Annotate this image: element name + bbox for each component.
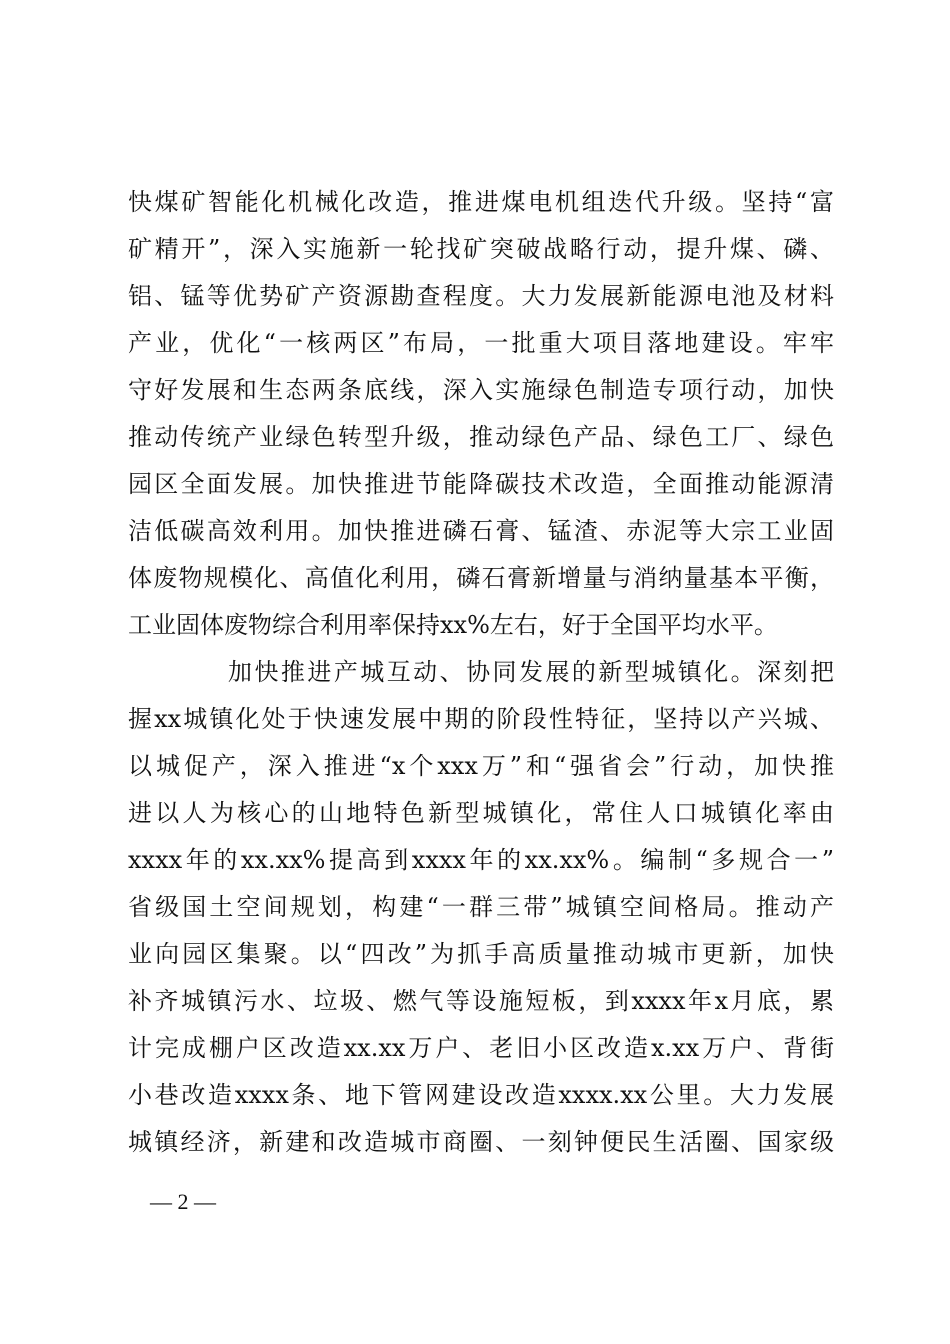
text-line: 城镇经济，新建和改造城市商圈、一刻钟便民生活圈、国家级 (128, 1128, 834, 1156)
text-line: 业向园区集聚。以“四改”为抓手高质量推动城市更新，加快 (128, 940, 834, 968)
text-line: 进以人为核心的山地特色新型城镇化，常住人口城镇化率由 (128, 799, 834, 827)
text-line: 握xx城镇化处于快速发展中期的阶段性特征，坚持以产兴城、 (128, 705, 834, 733)
text-line: 洁低碳高效利用。加快推进磷石膏、锰渣、赤泥等大宗工业固 (128, 517, 834, 545)
text-line: 矿精开”，深入实施新一轮找矿突破战略行动，提升煤、磷、 (128, 235, 834, 263)
text-line: 守好发展和生态两条底线，深入实施绿色制造专项行动，加快 (128, 376, 834, 404)
text-line: 快煤矿智能化机械化改造，推进煤电机组迭代升级。坚持“富 (128, 188, 834, 216)
text-line: 以城促产，深入推进“x个xxx万”和“强省会”行动，加快推 (128, 752, 834, 780)
paragraph-heading-line: 加快推进产城互动、协同发展的新型城镇化。深刻把 (228, 658, 834, 686)
text-line: 工业固体废物综合利用率保持xx%左右，好于全国平均水平。 (128, 611, 778, 639)
text-line: xxxx年的xx.xx%提高到xxxx年的xx.xx%。编制“多规合一” (128, 846, 834, 874)
body-text (128, 179, 834, 1166)
text-line: 园区全面发展。加快推进节能降碳技术改造，全面推动能源清 (128, 470, 834, 498)
text-line: 小巷改造xxxx条、地下管网建设改造xxxx.xx公里。大力发展 (128, 1081, 834, 1109)
text-line: 省级国土空间规划，构建“一群三带”城镇空间格局。推动产 (128, 893, 834, 921)
text-line: 补齐城镇污水、垃圾、燃气等设施短板，到xxxx年x月底，累 (128, 987, 834, 1015)
text-line: 体废物规模化、高值化利用，磷石膏新增量与消纳量基本平衡， (128, 564, 834, 592)
text-line: 计完成棚户区改造xx.xx万户、老旧小区改造x.xx万户、背街 (128, 1034, 834, 1062)
text-line: 铝、锰等优势矿产资源勘查程度。大力发展新能源电池及材料 (128, 282, 834, 310)
text-line: 产业，优化“一核两区”布局，一批重大项目落地建设。牢牢 (128, 329, 834, 357)
page-number: — 2 — (150, 1189, 216, 1214)
text-line: 推动传统产业绿色转型升级，推动绿色产品、绿色工厂、绿色 (128, 423, 834, 451)
